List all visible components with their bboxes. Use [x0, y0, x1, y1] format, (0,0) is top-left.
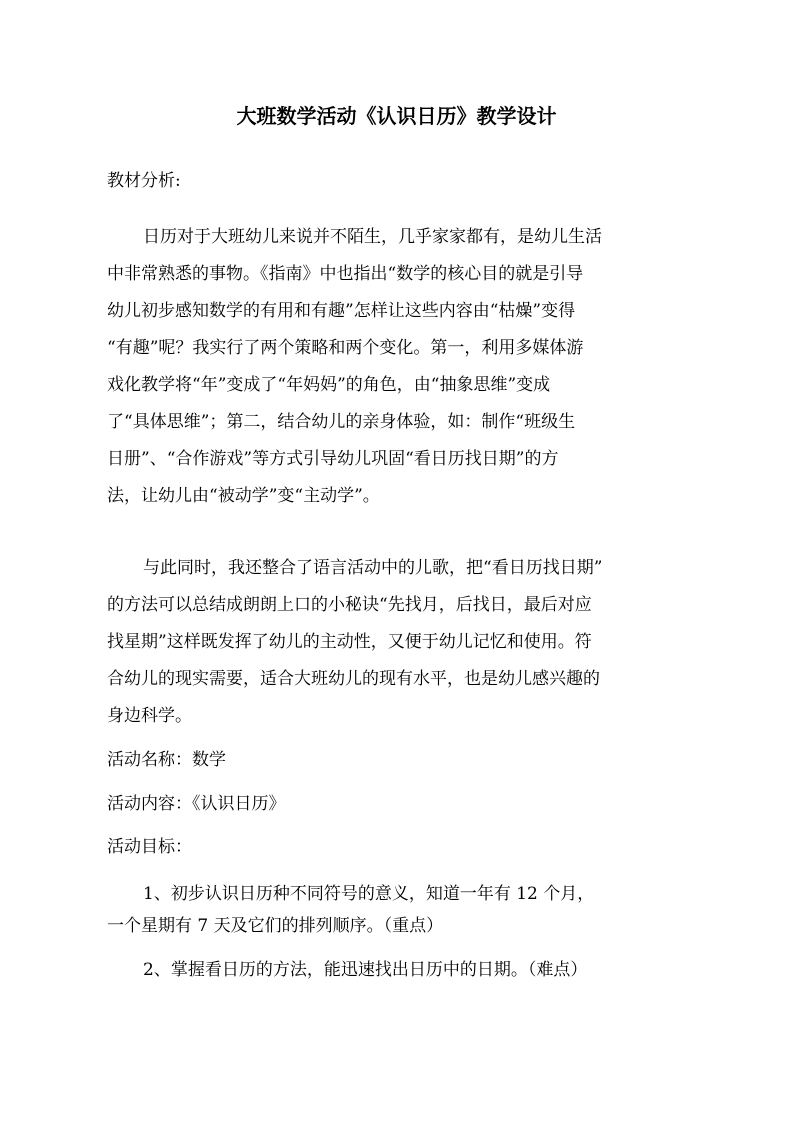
- paragraph-2-line-5: 身边科学。: [107, 706, 192, 726]
- paragraph-1-line-1: 日历对于大班幼儿来说并不陌生，几乎家家都有，是幼儿生活: [143, 227, 602, 247]
- paragraph-1-line-8: 法，让幼儿由“被动学”变“主动学”。: [107, 486, 380, 506]
- section-heading-analysis: 教材分析:: [107, 171, 181, 191]
- paragraph-2-line-2: 的方法可以总结成朗朗上口的小秘诀“先找月，后找日，最后对应: [107, 595, 592, 615]
- paragraph-1-line-2: 中非常熟悉的事物。《指南》中也指出“数学的核心目的就是引导: [107, 264, 584, 284]
- goal-1-line-2: 一个星期有 7 天及它们的排列顺序。（重点）: [107, 916, 444, 936]
- paragraph-2-line-4: 合幼儿的现实需要，适合大班幼儿的现有水平，也是幼儿感兴趣的: [107, 669, 600, 689]
- activity-name: 活动名称：数学: [107, 750, 226, 770]
- paragraph-1-line-4: “有趣”呢？我实行了两个策略和两个变化。第一，利用多媒体游: [107, 338, 584, 358]
- paragraph-1-line-3: 幼儿初步感知数学的有用和有趣”怎样让这些内容由“枯燥”变得: [107, 301, 576, 321]
- goal-1-line-1: 1、初步认识日历种不同符号的意义，知道一年有 12 个月，: [143, 884, 595, 904]
- activity-goals-heading: 活动目标：: [107, 837, 192, 857]
- paragraph-1-line-6: 了“具体思维”；第二，结合幼儿的亲身体验，如：制作“班级生: [107, 412, 576, 432]
- activity-content: 活动内容：《认识日历》: [107, 794, 286, 814]
- paragraph-1-line-7: 日册”、“合作游戏”等方式引导幼儿巩固“看日历找日期”的方: [107, 449, 559, 469]
- goal-2: 2、掌握看日历的方法，能迅速找出日历中的日期。（难点）: [143, 960, 588, 980]
- document-title: 大班数学活动《认识日历》教学设计: [236, 104, 557, 128]
- paragraph-2-line-1: 与此同时，我还整合了语言活动中的儿歌，把“看日历找日期”: [143, 558, 603, 578]
- paragraph-2-line-3: 找星期”这样既发挥了幼儿的主动性，又便于幼儿记忆和使用。符: [107, 632, 592, 652]
- paragraph-1-line-5: 戏化教学将“年”变成了“年妈妈”的角色，由“抽象思维”变成: [107, 375, 551, 395]
